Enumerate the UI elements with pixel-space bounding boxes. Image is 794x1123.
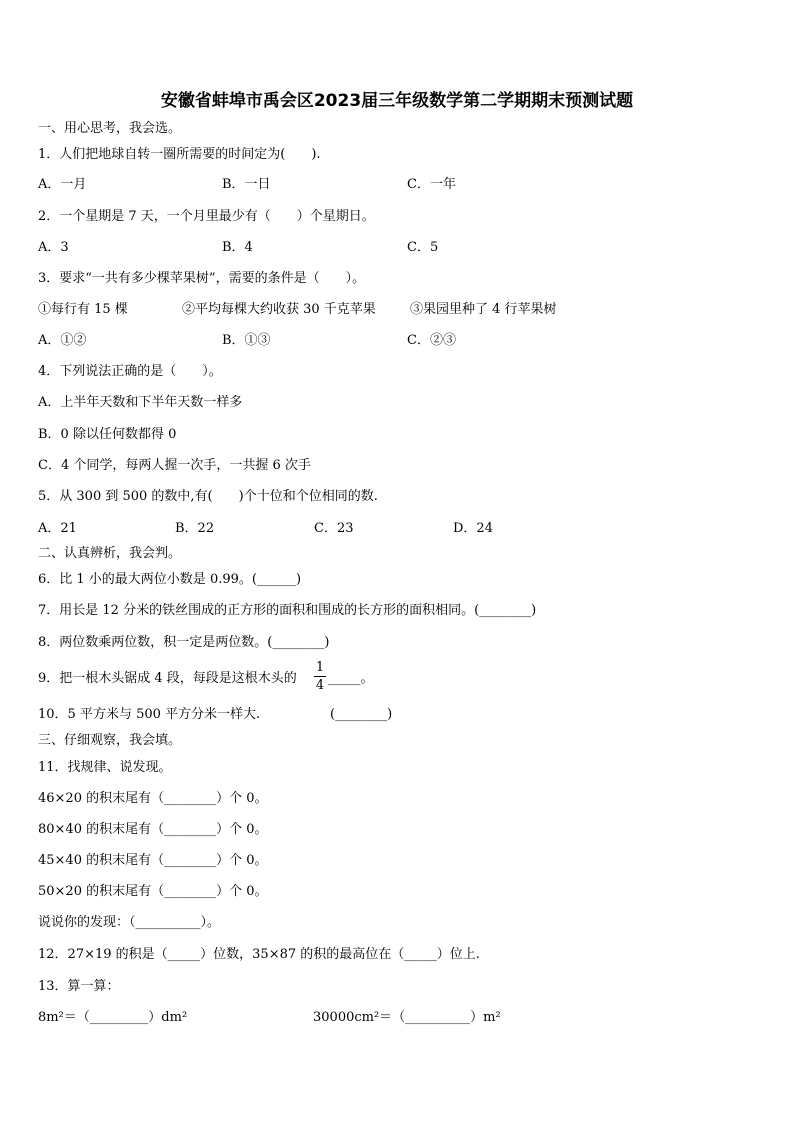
q2-option-c: C．5 [407,240,439,255]
fraction-one-quarter [313,660,327,693]
question-9: 9．把一根木头锯成 4 段，每段是这根木头的 [38,671,297,686]
question-7: 7．用长是 12 分米的铁丝围成的正方形的面积和围成的长方形的面积相同。(________) [38,603,537,618]
q11-discovery: 说说你的发现：（__________）。 [38,915,221,930]
q4-option-c: C．4 个同学，每两人握一次手，一共握 6 次手 [38,458,311,473]
q3-option-a: A．①② [38,333,87,348]
q11-line-2: 80×40 的积末尾有（________）个 0。 [38,822,268,837]
question-5: 5．从 300 到 500 的数中,有( )个十位和个位相同的数. [38,489,378,504]
fraction-numerator: 1 [315,660,325,675]
q3-option-b: B．①③ [222,333,271,348]
question-6: 6．比 1 小的最大两位小数是 0.99。(______) [38,572,302,587]
question-8: 8．两位数乘两位数，积一定是两位数。(________) [38,635,330,650]
q11-line-1: 46×20 的积末尾有（________）个 0。 [38,791,268,806]
q3-condition-2: ②平均每棵大约收获 30 千克苹果 [182,302,376,317]
question-11: 11．找规律、说发现。 [38,760,172,775]
q1-option-c: C．一年 [407,177,456,192]
fraction-denominator: 4 [315,678,325,693]
q1-option-b: B．一日 [222,177,271,192]
q13-left: 8m²＝（_________）dm² [38,1010,188,1025]
q11-line-4: 50×20 的积末尾有（________）个 0。 [38,884,268,899]
question-12: 12．27×19 的积是（_____）位数，35×87 的积的最高位在（_____）位上. [38,947,480,962]
question-9-blank: _____。 [328,671,374,686]
q5-option-a: A．21 [38,521,77,536]
fraction-bar [314,676,326,677]
q4-option-a: A．上半年天数和下半年天数一样多 [38,395,243,410]
q3-condition-3: ③果园里种了 4 行苹果树 [410,302,557,317]
q5-option-c: C．23 [314,521,354,536]
question-2: 2．一个星期是 7 天，一个月里最少有（ ）个星期日。 [38,209,375,224]
question-1: 1．人们把地球自转一圈所需要的时间定为( ). [38,147,321,162]
q5-option-b: B．22 [175,521,215,536]
section-heading-2: 二、认真辨析，我会判。 [38,546,182,561]
q13-right: 30000cm²＝（__________）m² [313,1010,501,1025]
q4-option-b: B．0 除以任何数都得 0 [38,427,177,442]
question-10: 10．5 平方米与 500 平方分米一样大. [38,707,261,722]
q5-option-d: D．24 [453,521,493,536]
question-13: 13．算一算： [38,979,120,994]
q2-option-b: B．4 [222,240,253,255]
page-title: 安徽省蚌埠市禹会区2023届三年级数学第二学期期末预测试题 [160,91,634,111]
question-10-blank: (________) [330,707,393,722]
q11-line-3: 45×40 的积末尾有（________）个 0。 [38,853,268,868]
q1-option-a: A．一月 [38,177,87,192]
question-3: 3．要求“一共有多少棵苹果树”，需要的条件是（ ）。 [38,271,366,286]
question-4: 4．下列说法正确的是（ ）。 [38,364,222,379]
section-heading-3: 三、仔细观察，我会填。 [38,733,182,748]
q3-option-c: C．②③ [407,333,456,348]
q2-option-a: A．3 [38,240,69,255]
section-heading-1: 一、用心思考，我会选。 [38,121,182,136]
q3-condition-1: ①每行有 15 棵 [38,302,128,317]
